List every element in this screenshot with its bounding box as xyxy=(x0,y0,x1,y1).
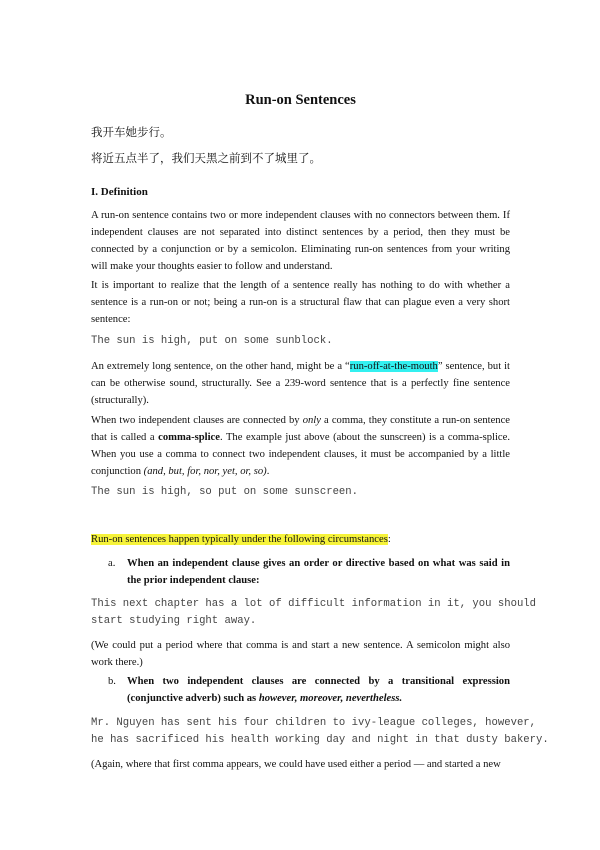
page-title: Run-on Sentences xyxy=(245,92,356,108)
circumstances-intro: Run-on sentences happen typically under the following circumstances: xyxy=(91,534,391,545)
example-code-1: The sun is high, put on some sunblock. xyxy=(91,335,333,347)
list-marker-a: a. xyxy=(108,558,116,569)
conjunction-list: (and, but, for, nor, yet, or, so) xyxy=(143,466,267,477)
list-item-b-emphasis: however, moreover, nevertheless. xyxy=(258,693,403,704)
comma-splice-paragraph: When two independent clauses are connected by only a comma, they constitute a run-on sentence that is called a comma-splice. The example just above (about the sunscreen) is a comma-splice. When you use a comma to connect two independent clauses, it must be accompanied by a little conjunction (and, but, for, nor, yet, or, so). xyxy=(91,415,510,477)
emphasis-only: only xyxy=(302,415,321,426)
section-heading-definition: I. Definition xyxy=(91,186,148,198)
list-item-a xyxy=(108,555,510,589)
definition-paragraph: A run-on sentence contains two or more independent clauses with no connectors between them. If independent clauses are not separated into distinct sentences by a period, then they must be connected by a conjunction or by a semicolon. Eliminating run-on sentences from your writing will make your thoughts easier to follow and understand. xyxy=(91,210,510,272)
length-paragraph: It is important to realize that the length of a sentence really has nothing to do with whether a sentence is a run-on or not; being a run-on is a structural flaw that can plague even a very short sentence: xyxy=(91,280,510,325)
list-item-b-text: When two independent clauses are connected by a transitional expression (conjunctive adverb) such as xyxy=(127,676,510,704)
list-item-a-text: When an independent clause gives an order or directive based on what was said in the prior independent clause: xyxy=(127,558,510,586)
chinese-example-2: 将近五点半了，我们天黑之前到不了城里了。 xyxy=(91,151,321,165)
list-marker-b: b. xyxy=(108,676,116,687)
again-paragraph: (Again, where that first comma appears, we could have used either a period — and started a new xyxy=(91,759,501,770)
example-code-4-line-1: Mr. Nguyen has sent his four children to ivy-league colleges, however, xyxy=(91,717,537,729)
highlight-circumstances: Run-on sentences happen typically under the following circumstances xyxy=(91,534,388,545)
list-item-b xyxy=(108,673,510,707)
example-code-3-line-1: This next chapter has a lot of difficult information in it, you should xyxy=(91,598,537,610)
semicolon-note: (We could put a period where that comma is and start a new sentence. A semicolon might also work there.) xyxy=(91,640,510,668)
term-comma-splice: comma-splice xyxy=(158,432,220,443)
example-code-2: The sun is high, so put on some sunscreen. xyxy=(91,486,359,498)
example-code-4-line-2: he has sacrificed his health working day and night in that dusty bakery. xyxy=(91,734,549,746)
highlight-run-off: run-off-at-the-mouth xyxy=(349,361,438,372)
example-code-3-line-2: start studying right away. xyxy=(91,615,257,627)
long-sentence-paragraph: An extremely long sentence, on the other hand, might be a “run-off-at-the-mouth” sentence, but it can be otherwise sound, structurally. See a 239-word sentence that is a perfectly fine sentence (structurally). xyxy=(91,361,511,406)
chinese-example-1: 我开车她步行。 xyxy=(91,125,172,139)
